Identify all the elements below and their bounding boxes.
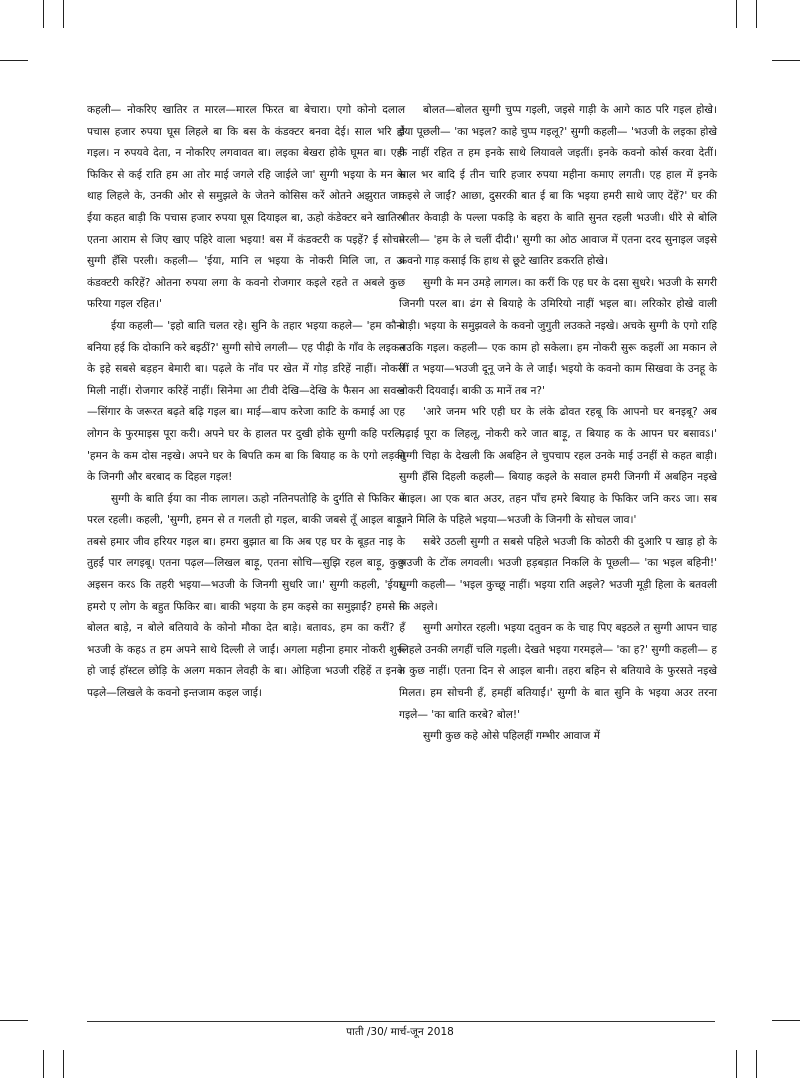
crop-mark-bottom-left-h [0, 1020, 28, 1021]
footer-divider [87, 1021, 715, 1022]
paragraph: सबेरे उठली सुग्गी त सबसे पहिले भउजी कि कोठरी की दुआरि प खाड़ हो के भउजी के टोंक लगवली। भउजी हड़बड़ात निकलि के पूछली— 'का भइल बहिनी!' सुग्गी कहली— 'भइल कुच्छू नाहीं। भइया राति अइले? भउजी मूड़ी हिला के बतवली कि अइले। [399, 535, 717, 613]
paragraph: सुग्गी के बाति ईया का नीक लागल। ऊहो नतिनपतोहि के दुर्गति से फिकिर में परल रहली। कहली, 'सुग्गी, हमन से त गलती हो गइल, बाकी जबसे तूँ आइल बाड़ू, तबसे हमार जीव हरियर गइल बा। हमरा बुझात बा कि अब एह घर के बूड़त नाइ के तुहईं पार लगइबू। एतना पढ़ल—लिखल बाड़ू, एतना सोचि—सुझि रहल बाड़ू, कुछु अइसन करऽ कि तहरी भइया—भउजी के जिनगी सुधरि जा।' सुग्गी कहली, 'ईया, हमरो ए लोग के बहुत फिकिर बा। बाकी भइया के हम कइसे का समुझाईं? हमसे न बोलत बाड़े, न बोले बतियावे के कोनो मौका देत बाड़े। बतावऽ, हम का करीं? हँ भउजी के कहऽ त हम अपने साथे दिल्ली ले जाईं। अगला महीना हमार नोकरी शुरू हो जाई हॉस्टल छोड़ि के अलग मकान लेवही के बा। ओहिजा भउजी रहिहें त इनके पढ़ले—लिखले के कवनो इन्तजाम कइल जाई। [87, 492, 405, 700]
page-footer: पाती /30/ मार्च-जून 2018 [346, 1026, 454, 1038]
paragraph: 'आरे जनम भरि एही घर के लंके ढोवत रहबू कि आपनो घर बनइबू? अब पढ़ाई पूरा क लिहलू, नोकरी करे जात बाड़ू, त बियाह क के आपन घर बसावऽ।' सुग्गी चिहा के देखली कि अबहिन ले चुपचाप रहल उनके माई उनहीं से कहत बाड़ी। सुग्गी हँसि दिहली कहली— बियाह कइले के सवाल हमरी जिनगी में अबहिन नइखे आइल। आ एक बात अउर, तहन पाँच हमरे बियाह के फिकिर जनि करऽ जा। सब जने मिलि के पहिले भइया—भउजी के जिनगी के सोचल जाव।' [399, 406, 717, 527]
left-text-column [87, 100, 405, 705]
right-text-column [399, 100, 717, 748]
paragraph: बोलत—बोलत सुग्गी चुप्प गइली, जइसे गाड़ी के आगे काठ परि गइल होखे। ईया पूछली— 'का भइल? काहे चुप्प गइलू?' सुग्गी कहली— 'भउजी के लइका होखे के नाहीं रहित त हम इनके साथे लियावले जइतीं। इनके कवनो कोर्स करवा देतीं। साल भर बादि ई तीन चारि हजार रुपया महीना कमाए लगती। एह हाल में इनके कइसे ले जाईं? आछा, दुसरकी बात ई बा कि भइया हमरी साथे जाए देंहें?' घर की भीतर केवाड़ी के पल्ला पकड़ि के बहरा के बाति सुनत रहली भउजी। धीरे से बोलि परली— 'हम के ले चलीं दीदी।' सुग्गी का ओठ आवाज में एतना दरद सुनाइल जइसे कवनो गाड़ कसाई कि हाथ से छूटे खातिर डकरति होखे। [399, 104, 717, 268]
paragraph: सुग्गी के मन उमड़े लागल। का करीं कि एह घर के दसा सुधरे। भउजी के सगरी जिनगी परल बा। ढंग से बियाहे के उमिरियो नाहीं भइल बा। लरिकोर होखे वाली बाड़ी। भइया के समुझवले के कवनो जुगुती लउकते नइखे। अचके सुग्गी के एगो राहि लउकि गइल। कहली— एक काम हो सकेला। हम नोकरी सुरू कइलीं आ मकान ले लीं त भइया—भउजी दूनू जने के ले जाईं। भइयो के कवनो काम सिखवा के उनहू के नोकरी दियवाईं। बाकी ऊ मानें तब न?' [399, 276, 717, 397]
crop-mark-bottom-right-v2 [756, 1050, 757, 1078]
crop-mark-bottom-right-v [736, 1050, 737, 1078]
crop-mark-top-left-v2 [63, 0, 64, 28]
crop-mark-top-right-v [736, 0, 737, 28]
crop-mark-bottom-right-h [772, 1020, 800, 1021]
crop-mark-top-left-v [43, 0, 44, 28]
crop-mark-top-right-v2 [756, 0, 757, 28]
crop-mark-bottom-left-v2 [63, 1050, 64, 1078]
paragraph: कहली— नोकरिए खातिर त मारल—मारल फिरत बा बेचारा। एगो कोनो दलाल पचास हजार रुपया घूस लिहले बा कि बस के कंडक्टर बनवा देई। साल भरि हो गइल। न रुपयवे देता, न नोकरिए लगवावत बा। लइका बेखरा होके घूमत बा। एही फिकिर से कई राति हम आ तोर माई जगले रहि जाईले जा' सुग्गी भइया के मन के थाह लिहले के, उनकी ओर से समुझले के जेतने कोसिस करें ओतने अझुरात जा। ईया कहत बाड़ी कि पचास हजार रुपया घूस दियाइल बा, ऊहो कंडेक्टर बने खातिर। एतना आराम से जिए खाए पहिरे वाला भइया! बस में कंडक्टरी क पइहें? ई सोचते सुग्गी हँसि परली। कहली— 'ईया, मानि ल भइया के नोकरी मिलि जा, त ऊ कंडक्टरी करिहें? ओतना रुपया लगा के कवनो रोजगार कइले रहते त अबले कुछ फरिया गइल रहित।' [87, 104, 405, 311]
paragraph: ईया कहली— 'इहो बाति चलत रहे। सुनि के तहार भइया कहले— 'हम कौनो बनिया हई कि दोकानि करे बइठीं?' सुग्गी सोचे लगली— एह पीढ़ी के गाँव के लइकन के इहे सबसे बड़हन बेमारी बा। पढ़ले के नाँव पर खेत में गोड़ डरिहें नाहीं। नोकरी मिली नाहीं। रोजगार करिहें नाहीं। सिनेमा आ टीवी देखि—देखि के फैसन आ सवख—सिंगार के जरूरत बढ़ते बढ़ि गइल बा। माई—बाप करेजा काटि के कमाई आ एह लोगन के फुरमाइस पूरा करी। अपने घर के हालत पर दुखी होके सुग्गी कहि परलि, 'हमन के कम दोस नइखे। अपने घर के बिपति कम बा कि बियाह क के एगो लड़की के जिनगी और बरबाद क दिहल गइल! [87, 319, 405, 484]
crop-mark-top-left-h [0, 60, 28, 61]
crop-mark-top-right-h [772, 60, 800, 61]
paragraph: सुग्गी कुछ कहे ओसे पहिलहीं गम्भीर आवाज में [423, 730, 600, 743]
crop-mark-bottom-left-v [43, 1050, 44, 1078]
paragraph: सुग्गी अगोरत रहली। भइया दतुवन क के चाह पिए बइठले त सुग्गी आपन चाह लिहले उनकी लगहीं चलि गइली। देखते भइया गरमइले— 'का ह?' सुग्गी कहली— ह त कुछ नाहीं। एतना दिन से आइल बानी। तहरा बहिन से बतियावे के फुरसते नइखे मिलत। हम सोचनी हँ, हमहीं बतियाईं।' सुग्गी के बात सुनि के भइया अउर तरना गइले— 'का बाति करबे? बोल!' [399, 622, 717, 721]
